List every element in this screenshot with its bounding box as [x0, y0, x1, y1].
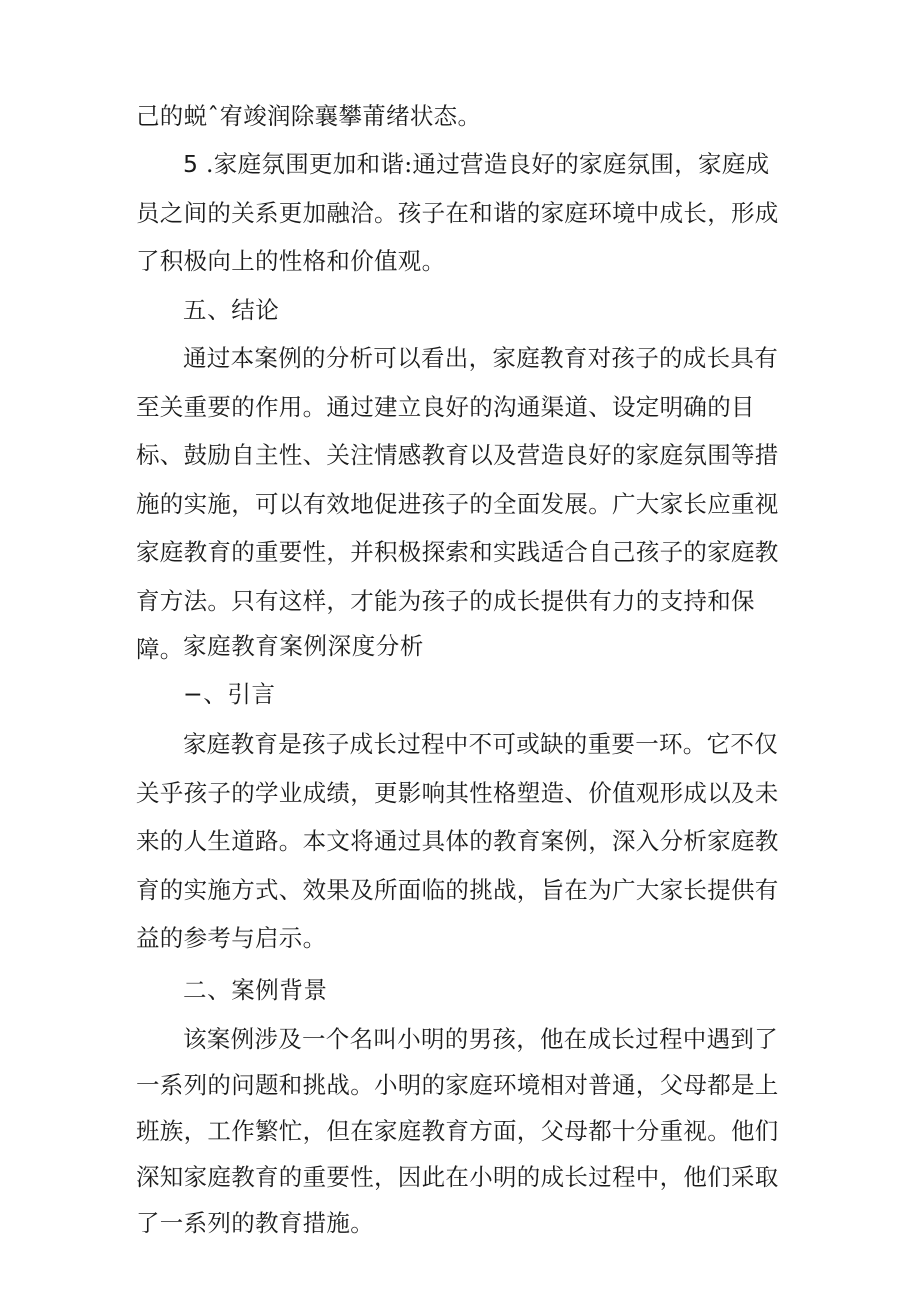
heading-case-background: 二、案例背景 — [183, 976, 328, 1004]
item-number: 5 — [183, 150, 199, 178]
paragraph-conclusion: 通过本案例的分析可以看出，家庭教育对孩子的成长具有至关重要的作用。通过建立良好的沟通渠道、设定明确的目标、鼓励自主性、关注情感教育以及营造良好的家庭氛围等措施的实施，可以有效地促进孩子的全面发展。广大家长应重视家庭教育的重要性，并积极探索和实践适合自己孩子的家庭教育方法。只有这样，才能为孩子的成长提供有力的支持和保障。 — [136, 344, 779, 663]
heading-conclusion: 五、结论 — [183, 296, 280, 324]
paragraph-case-background: 该案例涉及一个名叫小明的男孩，他在成长过程中遇到了一系列的问题和挑战。小明的家庭环境相对普通，父母都是上班族，工作繁忙，但在家庭教育方面，父母都十分重视。他们深知家庭教育的重要性，因此在小明的成长过程中，他们采取了一系列的教育措施。 — [136, 1025, 779, 1237]
paragraph-continuation: 己的蜕ˆ宥竣润除襄攀莆绪状态。 — [136, 102, 482, 130]
paragraph-item-5 — [136, 140, 786, 286]
paragraph-introduction: 家庭教育是孩子成长过程中不可或缺的重要一环。它不仅关乎孩子的学业成绩，更影响其性格塑造、价值观形成以及未来的人生道路。本文将通过具体的教育案例，深入分析家庭教育的实施方式、效果及所面临的挑战，旨在为广大家长提供有益的参考与启示。 — [136, 730, 779, 952]
heading-introduction: −、引言 — [183, 680, 276, 708]
document-title: 家庭教育案例深度分析 — [183, 632, 424, 660]
item-text: .家庭氛围更加和谐:通过营造良好的家庭氛围，家庭成员之间的关系更加融洽。孩子在和谐的家庭环境中成长，形成了积极向上的性格和价值观。 — [136, 150, 779, 275]
